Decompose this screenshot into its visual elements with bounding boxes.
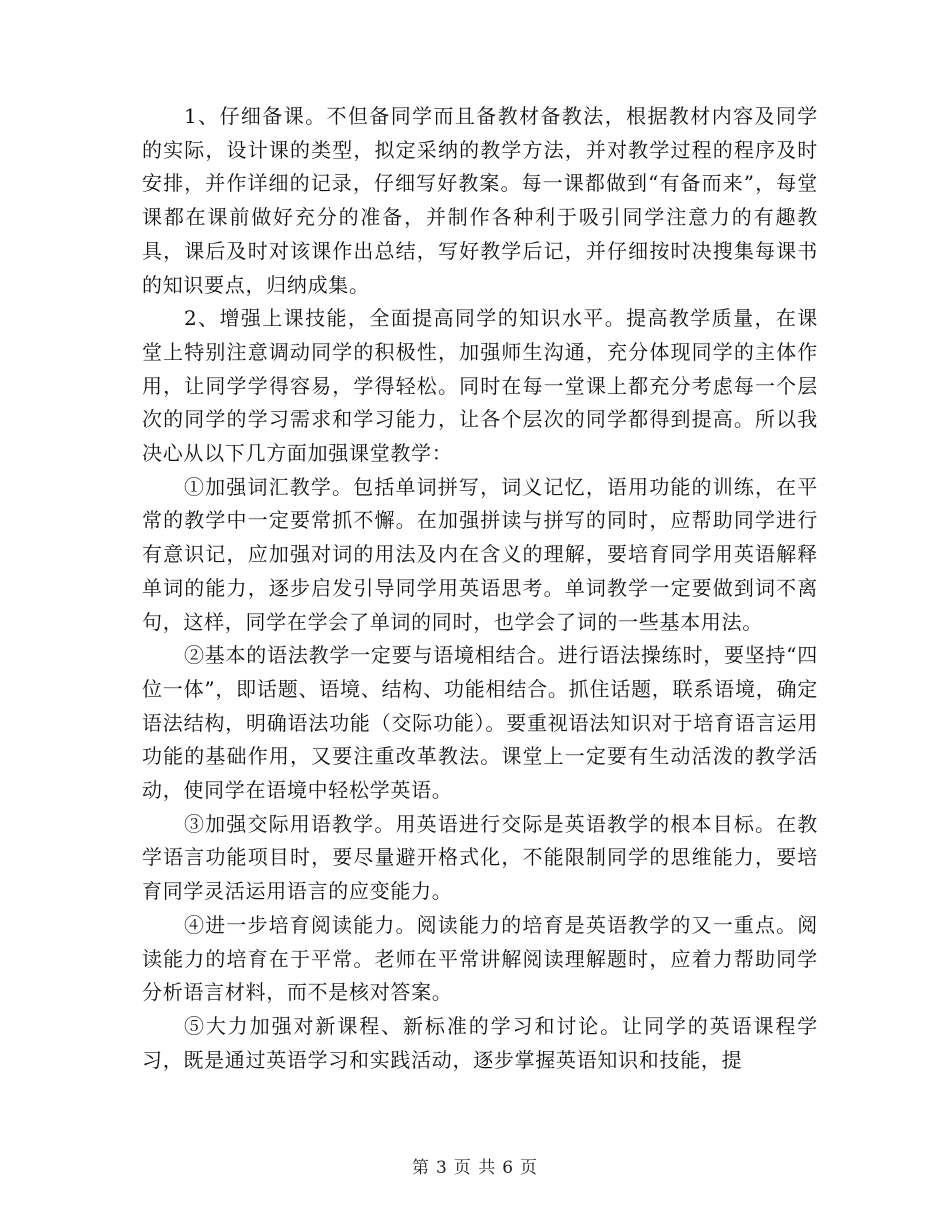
paragraph-3: ①加强词汇教学。包括单词拼写，词义记忆，语用功能的训练，在平常的教学中一定要常抓不懈。在加强拼读与拼写的同时，应帮助同学进行有意识记，应加强对词的用法及内在含义的理解，要培育同学用英语解释单词的能力，逐步启发引导同学用英语思考。单词教学一定要做到词不离句，这样，同学在学会了单词的同时，也学会了词的一些基本用法。 (142, 474, 818, 634)
paragraph-7: ⑤大力加强对新课程、新标准的学习和讨论。让同学的英语课程学习，既是通过英语学习和实践活动，逐步掌握英语知识和技能，提 (142, 1013, 818, 1072)
paragraph-2: 2、增强上课技能，全面提高同学的知识水平。提高教学质量，在课堂上特别注意调动同学的积极性，加强师生沟通，充分体现同学的主体作用，让同学学得容易，学得轻松。同时在每一堂课上都充分考虑每一个层次的同学的学习需求和学习能力，让各个层次的同学都得到提高。所以我决心从以下几方面加强课堂教学： (142, 306, 818, 466)
paragraph-5: ③加强交际用语教学。用英语进行交际是英语教学的根本目标。在教学语言功能项目时，要尽量避开格式化，不能限制同学的思维能力，要培育同学灵活运用语言的应变能力。 (142, 811, 818, 904)
footer-current-page: 3 (435, 1158, 448, 1178)
footer-total-pages: 6 (502, 1158, 515, 1178)
footer-suffix: 页 (520, 1158, 539, 1178)
document-body (142, 100, 818, 1077)
paragraph-4: ②基本的语法教学一定要与语境相结合。进行语法操练时，要坚持“四位一体”，即话题、语境、结构、功能相结合。抓住话题，联系语境，确定语法结构，明确语法功能（交际功能）。要重视语法知识对于培育语言运用功能的基础作用，又要注重改革教法。课堂上一定要有生动活泼的教学活动，使同学在语境中轻松学英语。 (142, 643, 818, 803)
footer-middle: 页 共 (453, 1158, 497, 1178)
page-footer (0, 1153, 950, 1178)
footer-prefix: 第 (411, 1158, 430, 1178)
paragraph-1: 1、仔细备课。不但备同学而且备教材备教法，根据教材内容及同学的实际，设计课的类型，拟定采纳的教学方法，并对教学过程的程序及时安排，并作详细的记录，仔细写好教案。每一课都做到“有备而来”，每堂课都在课前做好充分的准备，并制作各种利于吸引同学注意力的有趣教具，课后及时对该课作出总结，写好教学后记，并仔细按时决搜集每课书的知识要点，归纳成集。 (142, 104, 818, 297)
paragraph-6: ④进一步培育阅读能力。阅读能力的培育是英语教学的又一重点。阅读能力的培育在于平常。老师在平常讲解阅读理解题时，应着力帮助同学分析语言材料，而不是核对答案。 (142, 912, 818, 1005)
